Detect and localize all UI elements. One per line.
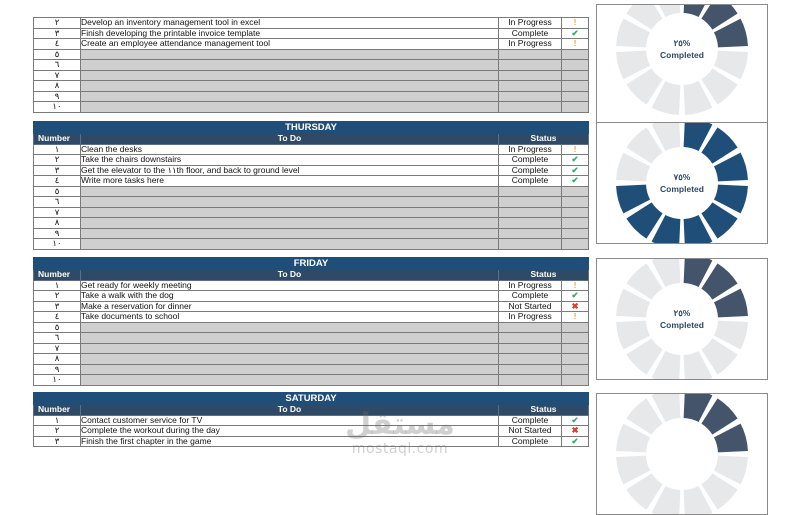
column-header-status: Status bbox=[499, 134, 589, 145]
empty-task-row bbox=[34, 333, 589, 344]
completion-caption: Completed bbox=[660, 50, 704, 60]
check-icon: ✔ bbox=[562, 165, 589, 176]
status-icon-cell bbox=[562, 102, 589, 113]
task-number: ٣ bbox=[34, 436, 81, 447]
donut-chart-svg bbox=[597, 394, 767, 514]
column-header-todo: To Do bbox=[81, 405, 499, 416]
progress-donut-chart bbox=[596, 393, 768, 515]
column-header-todo: To Do bbox=[81, 134, 499, 145]
exclamation-icon: ! bbox=[562, 144, 589, 155]
task-number: ٥ bbox=[34, 49, 81, 60]
task-text[interactable] bbox=[81, 197, 499, 208]
task-status[interactable]: In Progress bbox=[499, 280, 562, 291]
task-status[interactable] bbox=[499, 375, 562, 386]
empty-task-row bbox=[34, 343, 589, 354]
task-row bbox=[34, 18, 589, 29]
check-icon: ✔ bbox=[562, 415, 589, 426]
status-icon-cell bbox=[562, 343, 589, 354]
task-status[interactable]: In Progress bbox=[499, 18, 562, 29]
task-text[interactable]: Get the elevator to the ١١th floor, and back to ground level bbox=[81, 165, 499, 176]
exclamation-icon: ! bbox=[562, 18, 589, 29]
completion-percent: ٢٥% bbox=[673, 38, 691, 48]
task-number: ٤ bbox=[34, 176, 81, 187]
task-status[interactable] bbox=[499, 49, 562, 60]
task-text[interactable] bbox=[81, 333, 499, 344]
task-table bbox=[33, 17, 589, 113]
completion-percent: ٢٥% bbox=[673, 308, 691, 318]
task-row bbox=[34, 39, 589, 50]
column-header-row bbox=[34, 270, 589, 281]
task-status[interactable] bbox=[499, 70, 562, 81]
task-status[interactable]: Not Started bbox=[499, 426, 562, 437]
task-number: ٣ bbox=[34, 301, 81, 312]
donut-center-label bbox=[597, 307, 767, 331]
empty-task-row bbox=[34, 102, 589, 113]
task-text[interactable]: Develop an inventory management tool in excel bbox=[81, 18, 499, 29]
task-row bbox=[34, 426, 589, 437]
task-number: ٨ bbox=[34, 218, 81, 229]
progress-donut-chart bbox=[596, 122, 768, 244]
status-icon-cell bbox=[562, 354, 589, 365]
task-number: ٩ bbox=[34, 228, 81, 239]
task-text[interactable] bbox=[81, 91, 499, 102]
task-text[interactable]: Make a reservation for dinner bbox=[81, 301, 499, 312]
empty-task-row bbox=[34, 186, 589, 197]
task-number: ٣ bbox=[34, 165, 81, 176]
task-status[interactable] bbox=[499, 102, 562, 113]
column-header-status: Status bbox=[499, 270, 589, 281]
empty-task-row bbox=[34, 60, 589, 71]
status-icon-cell bbox=[562, 218, 589, 229]
status-icon-cell bbox=[562, 375, 589, 386]
status-icon-cell bbox=[562, 81, 589, 92]
exclamation-icon: ! bbox=[562, 280, 589, 291]
column-header-row bbox=[34, 405, 589, 416]
check-icon: ✔ bbox=[562, 28, 589, 39]
check-icon: ✔ bbox=[562, 176, 589, 187]
task-text[interactable] bbox=[81, 218, 499, 229]
day-title: THURSDAY bbox=[34, 122, 589, 134]
task-number: ٧ bbox=[34, 70, 81, 81]
empty-task-row bbox=[34, 228, 589, 239]
task-text[interactable] bbox=[81, 364, 499, 375]
empty-task-row bbox=[34, 49, 589, 60]
task-row bbox=[34, 28, 589, 39]
task-row bbox=[34, 291, 589, 302]
task-status[interactable]: Complete bbox=[499, 436, 562, 447]
exclamation-icon: ! bbox=[562, 39, 589, 50]
task-number: ٣ bbox=[34, 28, 81, 39]
empty-task-row bbox=[34, 81, 589, 92]
task-status[interactable]: Complete bbox=[499, 291, 562, 302]
task-row bbox=[34, 415, 589, 426]
task-text[interactable]: Finish developing the printable invoice template bbox=[81, 28, 499, 39]
task-text[interactable]: Take a walk with the dog bbox=[81, 291, 499, 302]
task-status[interactable]: Complete bbox=[499, 165, 562, 176]
check-icon: ✔ bbox=[562, 291, 589, 302]
task-text[interactable] bbox=[81, 354, 499, 365]
column-header-number: Number bbox=[34, 134, 81, 145]
cross-icon: ✖ bbox=[562, 301, 589, 312]
donut-chart-svg bbox=[597, 5, 767, 125]
task-text[interactable]: Contact customer service for TV bbox=[81, 415, 499, 426]
check-icon: ✔ bbox=[562, 436, 589, 447]
task-status[interactable] bbox=[499, 354, 562, 365]
empty-task-row bbox=[34, 239, 589, 250]
cross-icon: ✖ bbox=[562, 426, 589, 437]
task-text[interactable]: Write more tasks here bbox=[81, 176, 499, 187]
task-text[interactable] bbox=[81, 239, 499, 250]
task-text[interactable] bbox=[81, 343, 499, 354]
task-number: ١٠ bbox=[34, 239, 81, 250]
task-row bbox=[34, 436, 589, 447]
task-number: ١ bbox=[34, 415, 81, 426]
empty-task-row bbox=[34, 322, 589, 333]
donut-center-label bbox=[597, 171, 767, 195]
task-text[interactable]: Create an employee attendance management tool bbox=[81, 39, 499, 50]
status-icon-cell bbox=[562, 239, 589, 250]
task-number: ١٠ bbox=[34, 102, 81, 113]
check-icon: ✔ bbox=[562, 155, 589, 166]
task-text[interactable]: Take documents to school bbox=[81, 312, 499, 323]
task-status[interactable]: In Progress bbox=[499, 39, 562, 50]
task-status[interactable] bbox=[499, 322, 562, 333]
task-row bbox=[34, 165, 589, 176]
task-row bbox=[34, 176, 589, 187]
task-number: ٩ bbox=[34, 91, 81, 102]
task-status[interactable]: Complete bbox=[499, 155, 562, 166]
task-status[interactable] bbox=[499, 81, 562, 92]
task-table bbox=[33, 121, 589, 250]
status-icon-cell bbox=[562, 364, 589, 375]
status-icon-cell bbox=[562, 333, 589, 344]
task-status[interactable] bbox=[499, 186, 562, 197]
task-row bbox=[34, 144, 589, 155]
task-number: ٨ bbox=[34, 81, 81, 92]
task-table bbox=[33, 392, 589, 447]
task-number: ٥ bbox=[34, 186, 81, 197]
task-table bbox=[33, 257, 589, 386]
day-header-row bbox=[34, 122, 589, 134]
status-icon-cell bbox=[562, 186, 589, 197]
task-number: ٦ bbox=[34, 60, 81, 71]
empty-task-row bbox=[34, 364, 589, 375]
task-status[interactable] bbox=[499, 60, 562, 71]
task-number: ٦ bbox=[34, 197, 81, 208]
task-status[interactable]: In Progress bbox=[499, 312, 562, 323]
empty-task-row bbox=[34, 91, 589, 102]
day-title: FRIDAY bbox=[34, 258, 589, 270]
day-title: SATURDAY bbox=[34, 393, 589, 405]
task-text[interactable] bbox=[81, 81, 499, 92]
task-row bbox=[34, 301, 589, 312]
task-text[interactable] bbox=[81, 375, 499, 386]
task-number: ١ bbox=[34, 144, 81, 155]
day-header-row bbox=[34, 393, 589, 405]
task-text[interactable]: Complete the workout during the day bbox=[81, 426, 499, 437]
status-icon-cell bbox=[562, 207, 589, 218]
task-text[interactable] bbox=[81, 207, 499, 218]
task-text[interactable]: Clean the desks bbox=[81, 144, 499, 155]
progress-donut-chart bbox=[596, 4, 768, 126]
task-number: ٢ bbox=[34, 291, 81, 302]
task-text[interactable]: Get ready for weekly meeting bbox=[81, 280, 499, 291]
status-icon-cell bbox=[562, 197, 589, 208]
column-header-number: Number bbox=[34, 270, 81, 281]
status-icon-cell bbox=[562, 60, 589, 71]
status-icon-cell bbox=[562, 70, 589, 81]
task-number: ٤ bbox=[34, 312, 81, 323]
task-status[interactable] bbox=[499, 228, 562, 239]
task-status[interactable]: Complete bbox=[499, 415, 562, 426]
task-number: ٧ bbox=[34, 343, 81, 354]
task-status[interactable] bbox=[499, 239, 562, 250]
donut-center-label bbox=[597, 37, 767, 61]
task-number: ١ bbox=[34, 280, 81, 291]
task-status[interactable]: Complete bbox=[499, 176, 562, 187]
task-text[interactable] bbox=[81, 102, 499, 113]
task-number: ٧ bbox=[34, 207, 81, 218]
completion-percent: ٧٥% bbox=[673, 172, 691, 182]
task-status[interactable] bbox=[499, 207, 562, 218]
task-number: ٤ bbox=[34, 39, 81, 50]
task-status[interactable] bbox=[499, 343, 562, 354]
task-status[interactable]: In Progress bbox=[499, 144, 562, 155]
task-row bbox=[34, 312, 589, 323]
day-header-row bbox=[34, 258, 589, 270]
column-header-status: Status bbox=[499, 405, 589, 416]
status-icon-cell bbox=[562, 228, 589, 239]
task-number: ٢ bbox=[34, 18, 81, 29]
task-text[interactable] bbox=[81, 60, 499, 71]
empty-task-row bbox=[34, 375, 589, 386]
task-number: ٦ bbox=[34, 333, 81, 344]
task-row bbox=[34, 280, 589, 291]
task-row bbox=[34, 155, 589, 166]
empty-task-row bbox=[34, 70, 589, 81]
task-number: ٨ bbox=[34, 354, 81, 365]
task-status[interactable]: Not Started bbox=[499, 301, 562, 312]
exclamation-icon: ! bbox=[562, 312, 589, 323]
task-text[interactable] bbox=[81, 228, 499, 239]
task-status[interactable] bbox=[499, 197, 562, 208]
task-status[interactable]: Complete bbox=[499, 28, 562, 39]
task-number: ٢ bbox=[34, 155, 81, 166]
task-status[interactable] bbox=[499, 218, 562, 229]
watermark-latin: mostaql.com bbox=[351, 441, 449, 457]
task-text[interactable]: Finish the first chapter in the game bbox=[81, 436, 499, 447]
column-header-row bbox=[34, 134, 589, 145]
empty-task-row bbox=[34, 354, 589, 365]
status-icon-cell bbox=[562, 49, 589, 60]
task-status[interactable] bbox=[499, 333, 562, 344]
empty-task-row bbox=[34, 197, 589, 208]
task-number: ٩ bbox=[34, 364, 81, 375]
empty-task-row bbox=[34, 218, 589, 229]
empty-task-row bbox=[34, 207, 589, 218]
completion-caption: Completed bbox=[660, 184, 704, 194]
progress-donut-chart bbox=[596, 258, 768, 380]
status-icon-cell bbox=[562, 91, 589, 102]
task-number: ٢ bbox=[34, 426, 81, 437]
task-text[interactable] bbox=[81, 186, 499, 197]
status-icon-cell bbox=[562, 322, 589, 333]
task-status[interactable] bbox=[499, 91, 562, 102]
task-text[interactable] bbox=[81, 70, 499, 81]
task-number: ٥ bbox=[34, 322, 81, 333]
task-text[interactable] bbox=[81, 49, 499, 60]
task-number: ١٠ bbox=[34, 375, 81, 386]
completion-caption: Completed bbox=[660, 320, 704, 330]
column-header-todo: To Do bbox=[81, 270, 499, 281]
task-text[interactable] bbox=[81, 322, 499, 333]
task-text[interactable]: Take the chairs downstairs bbox=[81, 155, 499, 166]
task-status[interactable] bbox=[499, 364, 562, 375]
column-header-number: Number bbox=[34, 405, 81, 416]
watermark-arabic: مستقل bbox=[345, 407, 455, 442]
